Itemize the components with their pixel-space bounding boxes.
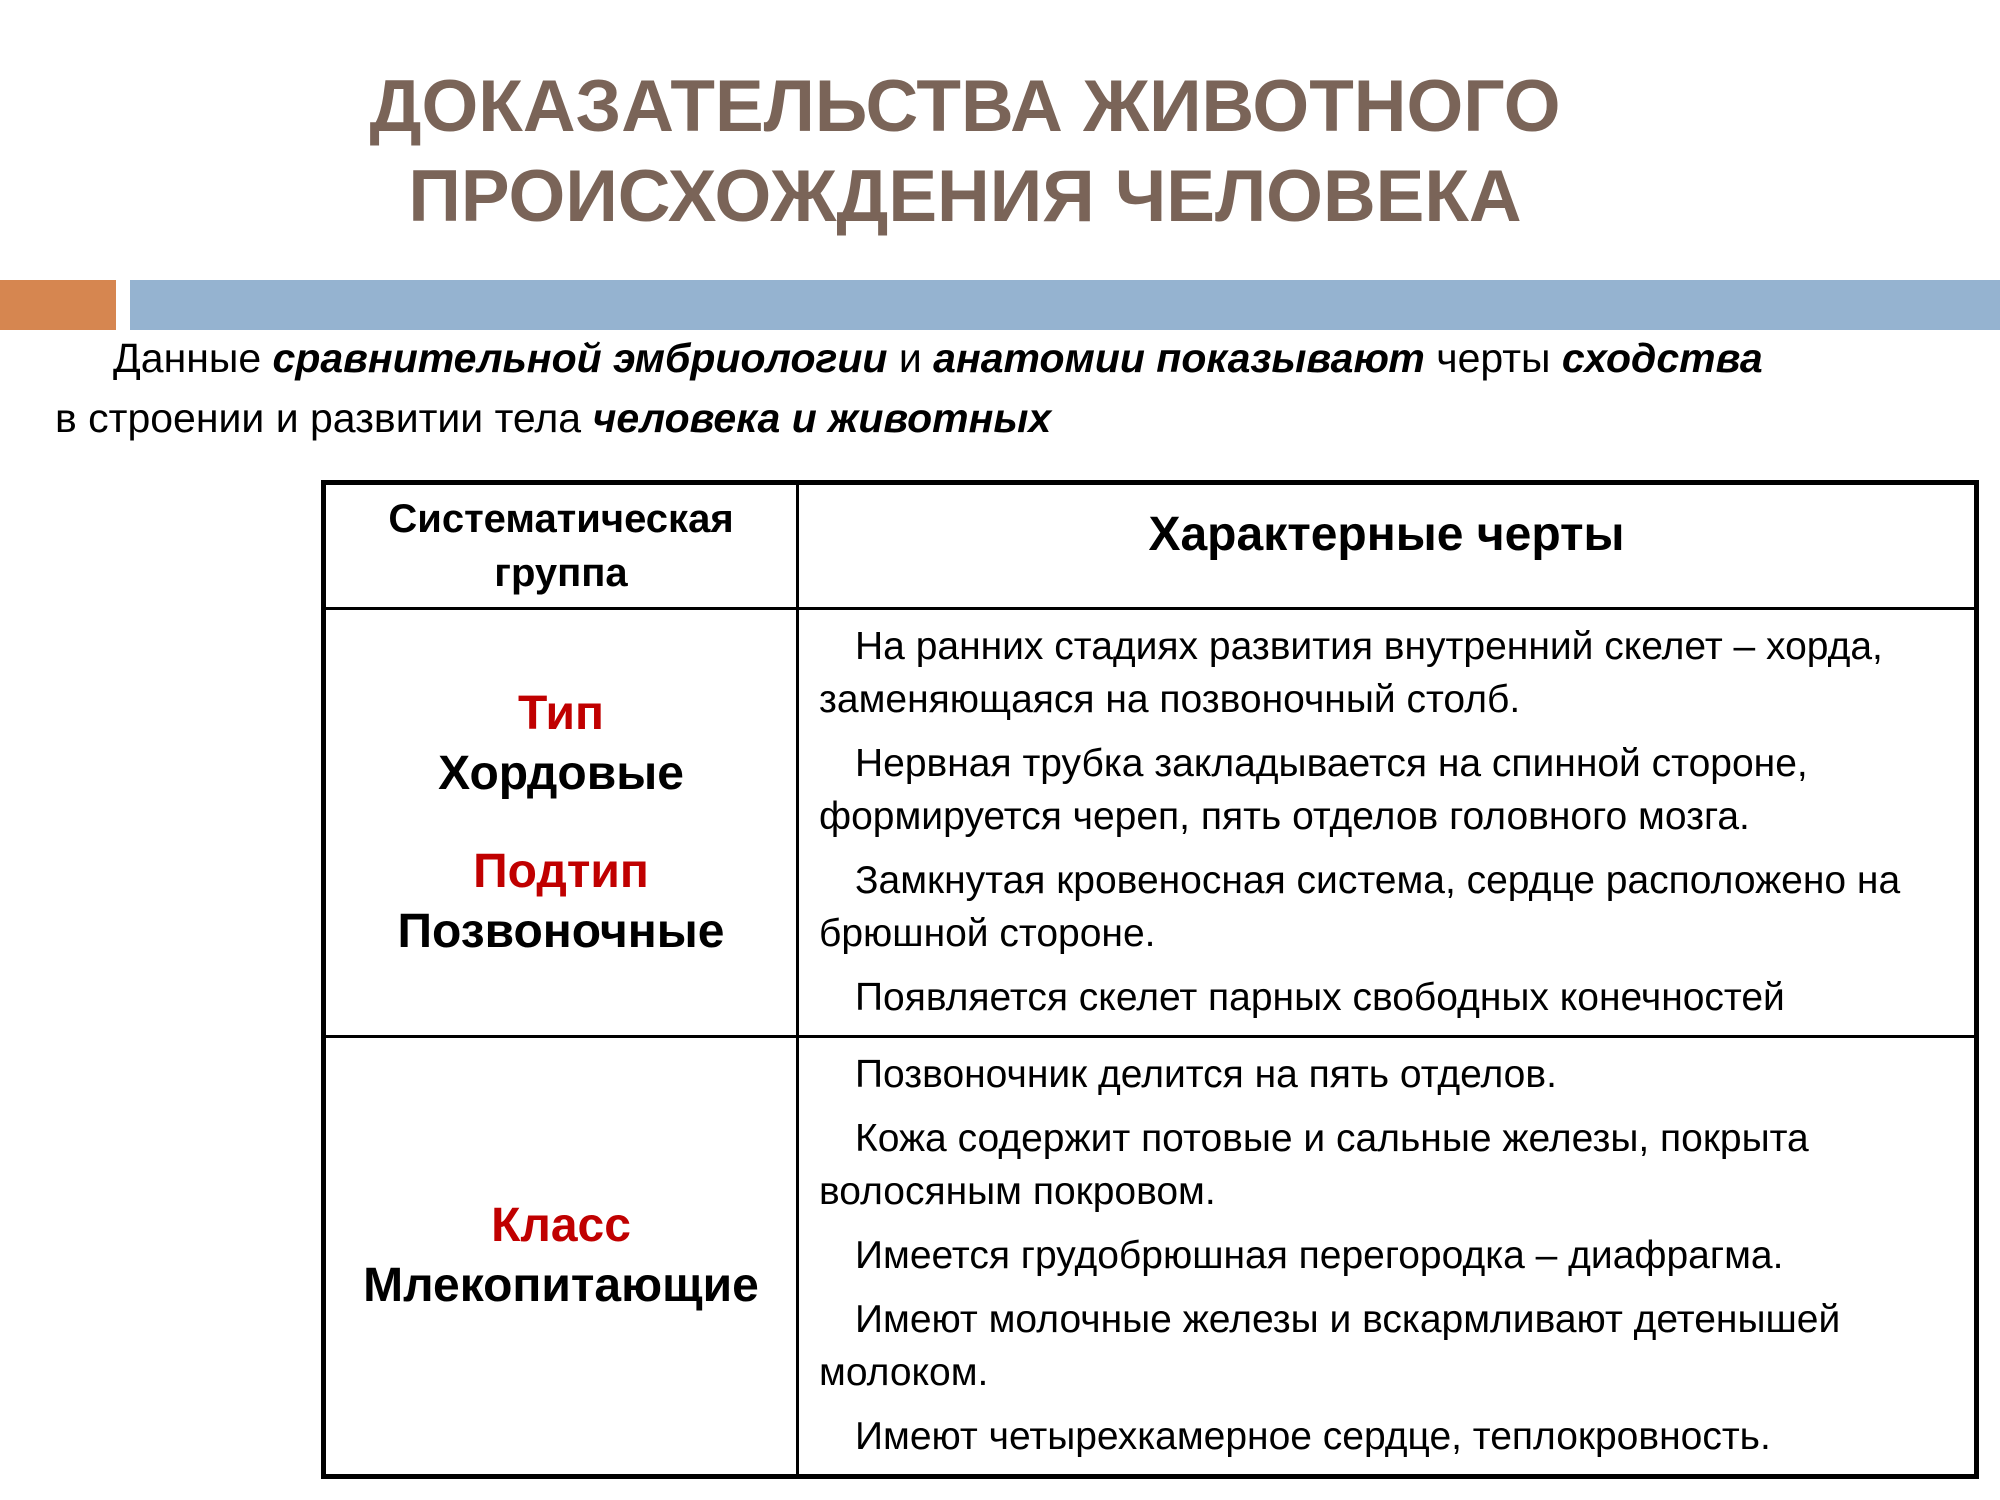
traits-table bbox=[321, 480, 1979, 1479]
intro-emphasis: сходства bbox=[1561, 335, 1763, 381]
group-cell bbox=[324, 1037, 798, 1477]
accent-bar-blue bbox=[130, 280, 2000, 330]
features-cell bbox=[798, 1037, 1977, 1477]
feature-item: Кожа содержит потовые и сальные железы, покрыта волосяным покровом. bbox=[819, 1117, 1809, 1213]
taxon-name: Позвоночные bbox=[397, 904, 725, 958]
feature-item: Имеют молочные железы и вскармливают детенышей молоком. bbox=[819, 1298, 1841, 1394]
header-group: Систематическая группа bbox=[324, 483, 798, 609]
feature-item: Нервная трубка закладывается на спинной стороне, формируется череп, пять отделов головного мозга. bbox=[819, 742, 1808, 838]
intro-text: черты bbox=[1424, 335, 1562, 381]
intro-emphasis: анатомии показывают bbox=[933, 335, 1425, 381]
intro-text: и bbox=[887, 335, 934, 381]
feature-item: Имеют четырехкамерное сердце, теплокровность. bbox=[855, 1415, 1771, 1458]
table-row bbox=[324, 609, 1977, 1037]
rank-label: Тип bbox=[518, 686, 604, 740]
taxon-name: Хордовые bbox=[438, 746, 684, 800]
feature-item: Позвоночник делится на пять отделов. bbox=[855, 1053, 1557, 1096]
accent-bar-orange bbox=[0, 280, 116, 330]
intro-text: в строении и развитии тела bbox=[55, 395, 593, 441]
taxon-name: Млекопитающие bbox=[363, 1259, 759, 1312]
intro-text: Данные bbox=[113, 335, 273, 381]
intro-emphasis: сравнительной эмбриологии bbox=[272, 335, 888, 381]
table-header-row bbox=[324, 483, 1977, 609]
feature-item: Замкнутая кровеносная система, сердце расположено на брюшной стороне. bbox=[819, 859, 1901, 955]
feature-item: Появляется скелет парных свободных конечностей bbox=[855, 976, 1785, 1019]
feature-item: Имеется грудобрюшная перегородка – диафрагма. bbox=[855, 1234, 1784, 1277]
features-cell bbox=[798, 609, 1977, 1037]
feature-item: На ранних стадиях развития внутренний скелет – хорда, заменяющаяся на позвоночный столб. bbox=[819, 625, 1883, 721]
rank-label: Класс bbox=[491, 1199, 631, 1252]
table-row bbox=[324, 1037, 1977, 1477]
group-cell bbox=[324, 609, 798, 1037]
intro-emphasis: человека и животных bbox=[592, 395, 1052, 441]
header-features: Характерные черты bbox=[798, 483, 1977, 609]
rank-label: Подтип bbox=[473, 844, 649, 898]
slide-title: ДОКАЗАТЕЛЬСТВА ЖИВОТНОГО ПРОИСХОЖДЕНИЯ ЧЕЛОВЕКА bbox=[369, 66, 1561, 237]
intro-paragraph bbox=[55, 328, 1955, 448]
